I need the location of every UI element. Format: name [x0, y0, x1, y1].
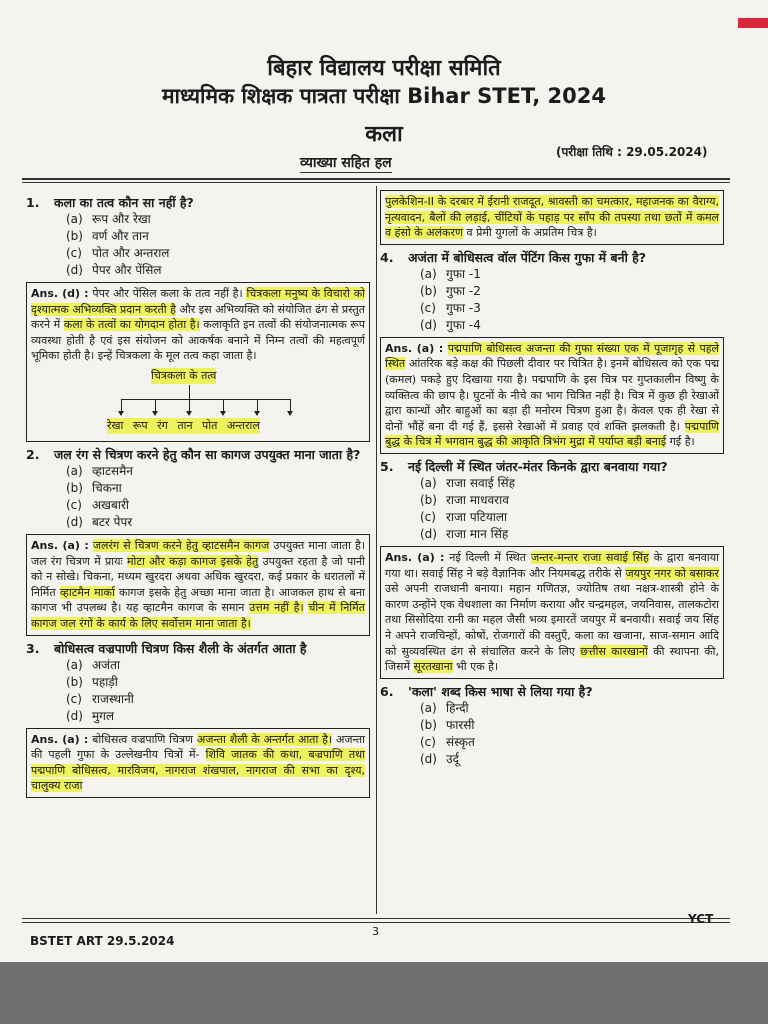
right-column	[380, 190, 724, 768]
question-text: अजंता में बोधिसत्व वॉल पेंटिंग किस गुफा में बनी है?	[408, 249, 647, 265]
option-text: राजा सवाई सिंह	[446, 475, 516, 490]
answer-text: नई दिल्ली में स्थित	[449, 550, 527, 564]
option-letter: (a)	[66, 212, 83, 226]
option-text: मुगल	[92, 708, 115, 723]
option-letter: (a)	[66, 657, 83, 672]
answer-highlight: मोटा और कड़ा कागज इसके हेतु	[126, 554, 259, 568]
option-letter: (b)	[420, 492, 437, 507]
option	[380, 700, 724, 717]
question-3	[26, 640, 370, 657]
elements-diagram	[31, 368, 365, 438]
question-number: 3.	[26, 640, 40, 656]
answer-box-3-continued	[380, 190, 724, 245]
answer-highlight: अजन्ता शैली के अन्तर्गत आता है।	[196, 732, 333, 746]
question-text: कला का तत्व कौन सा नहीं है?	[54, 195, 194, 210]
option	[26, 228, 370, 245]
option	[26, 708, 370, 725]
option	[380, 751, 724, 768]
page-number: 3	[372, 925, 379, 938]
option	[26, 514, 370, 531]
answer-box-4	[380, 337, 724, 454]
option-text: व्हाटसमैन	[92, 463, 133, 478]
option-letter: (d)	[420, 751, 437, 766]
q5-options	[380, 475, 724, 543]
option-letter: (a)	[420, 475, 437, 490]
option-letter: (c)	[66, 246, 82, 260]
answer-box-1	[26, 282, 370, 442]
answer-text: आंतरिक बड़े कक्ष की पिछली दीवार पर चित्रित है। इनमें बोधिसत्व को एक पद्म (कमल) पकड़े हुए दिखाया गया है। पद्मपाणि के इस चित्र पर गुप्तकालीन विष्णु के व्यक्तित्व की छाप है। घुटनों के नीचे का भाग चित्रित नहीं है। चित्र में कुछ ही रेखाओं द्वारा कान्धों और बाहुओं का बड़ा ही मनोरम चित्रण हुआ है। केवल एक ही रेखा से दोनों भौंहें बना दी गई हैं, इससे रेखाओं में प्रवाह एवं शक्ति झलकती है।	[385, 357, 720, 433]
option-letter: (b)	[66, 229, 83, 243]
option-text: राजस्थानी	[92, 691, 134, 706]
question-5	[380, 458, 724, 475]
question-number: 5.	[380, 458, 394, 474]
board-title: बिहार विद्यालय परीक्षा समिति	[267, 56, 501, 81]
answer-text: गई है।	[669, 435, 695, 449]
option-text: रूप और रेखा	[92, 212, 151, 226]
diagram-stem	[189, 385, 190, 399]
option-text: पहाड़ी	[92, 674, 118, 689]
answer-text: उसे अपनी राजधानी बनाया। महान गणितज्ञ, ज्योतिष तथा नक्षत्र-शास्त्री होने के कारण उन्होंने एक वेधशाला का निर्माण कराया और चन्द्रमहल, जयनिवास, तालकटोरा तथा सिसोदिया रानी का महल जैसी भव्य इमारतें जयपुर में बनवायी। सवाई जय सिंह ने अपने राजचिन्हों, कोषों, रोजगारों की वस्तुएँ, कला का खजाना, साज-समान आदि को सुव्यवस्थित ढंग से संचालित करने के लिए	[385, 582, 719, 658]
option-text: राजा मान सिंह	[446, 526, 509, 541]
question-number: 2.	[26, 446, 40, 462]
option	[380, 509, 724, 526]
option-letter: (a)	[420, 700, 437, 715]
option-text: गुफा -2	[446, 283, 481, 298]
answer-text: उपयुक्त माना जाता है। जल रंग चित्रण में प्रायः	[31, 538, 366, 568]
option-text: गुफा -1	[446, 266, 481, 281]
column-divider	[376, 186, 377, 914]
option	[26, 674, 370, 691]
diagram-arrow	[223, 400, 224, 414]
answer-box-5	[380, 546, 724, 679]
answer-highlight: चित्रकला मनुष्य के विचारो को दृश्यात्मक अभिव्यक्ति प्रदान करती है	[31, 287, 365, 316]
option-text: पोत और अन्तराल	[92, 246, 170, 260]
answer-text: भी एक है।	[456, 660, 499, 674]
option-text: वर्ण और तान	[92, 229, 149, 243]
question-1	[26, 194, 370, 211]
question-2	[26, 446, 370, 463]
answer-highlight: पद्मपाणि बुद्ध के चित्र में भगवान बुद्ध की आकृति त्रिभंग मुद्रा में पर्याप्त बड़ी बनाई	[385, 419, 719, 449]
option-text: गुफा -4	[446, 317, 481, 332]
option	[380, 475, 724, 492]
diagram-arrow	[155, 400, 156, 414]
answer-highlight: चीन में निर्मित कागज जल रंगों के कार्य के लिए सर्वोत्तम माना जाता है।	[31, 601, 366, 630]
answer-label: Ans. (a) :	[31, 538, 89, 552]
answer-text: खुरदरा अथवा अधिक खुरदरा, कई प्रकार के धरातलों में निर्मित	[31, 570, 366, 599]
exam-title: माध्यमिक शिक्षक पात्रता परीक्षा Bihar STET, 2024	[161, 84, 607, 108]
answer-text: कलाकृति इन तत्वों की संयोजनात्मक रूप व्यवस्था होती है एवं इस संयोजन को आकर्षक बनाने में निम्न तत्वों की महत्वपूर्ण भूमिका होती है। इन्हें चित्रकला के मूल तत्व कहा जाता है।	[31, 318, 366, 363]
option-letter: (d)	[66, 514, 83, 529]
option-letter: (b)	[420, 283, 437, 298]
option	[26, 657, 370, 674]
answer-highlight: जन्तर-मन्तर राजा सवाई सिंह	[530, 550, 649, 564]
option	[380, 300, 724, 317]
option-text: अजंता	[92, 657, 121, 672]
question-text: 'कला' शब्द किस भाषा से लिया गया है?	[408, 683, 593, 699]
diagram-labels: रेखा रूप रंग तान पोत अन्तराल	[107, 418, 260, 432]
option-letter: (c)	[420, 734, 436, 749]
answer-text: पेपर और पेंसिल कला के तत्व नहीं है।	[92, 287, 243, 300]
option	[26, 245, 370, 262]
subject-title: कला	[365, 122, 403, 147]
option-letter: (b)	[66, 480, 83, 495]
answer-highlight: सूरतखाना	[413, 660, 453, 674]
option-text: अखबारी	[92, 497, 129, 512]
diagram-arrow	[121, 400, 122, 414]
option	[26, 691, 370, 708]
option-letter: (a)	[66, 463, 83, 478]
answer-label: Ans. (a) :	[385, 341, 444, 355]
top-rule-thin	[22, 182, 730, 183]
option	[380, 492, 724, 509]
option	[26, 211, 370, 228]
option	[380, 734, 724, 751]
option	[380, 717, 724, 734]
option	[26, 480, 370, 497]
answer-text: के द्वारा बनवाया गया था। सवाई सिंह ने बड़े वैज्ञानिक और नियमबद्ध तरीके से	[385, 550, 719, 580]
answer-highlight: पुलकेशिन-II के दरबार में ईरानी राजदूत, श्रावस्ती का चमत्कार, महाजनक का वैराग्य, नृत्यवादन, बैलों की लड़ाई, चींटियों के पहाड़ पर साँप की तपस्या तथा छतों में कमल व हंसो के अलंकरण	[385, 195, 719, 240]
question-4	[380, 249, 724, 266]
q2-options	[26, 463, 370, 531]
question-text: जल रंग से चित्रण करने हेतु कौन सा कागज उपयुक्त माना जाता है?	[54, 446, 361, 462]
subtitle: व्याख्या सहित हल	[300, 155, 392, 171]
answer-label: Ans. (a) :	[385, 550, 445, 564]
answer-text: कागज इसके हेतु अच्छा माना जाता है। आजकल हाथ से बना कागज भी उपलब्ध है। यह व्हाटमैन कागज के समान	[31, 585, 365, 615]
answer-label: Ans. (a) :	[31, 732, 89, 746]
option-letter: (d)	[420, 317, 437, 332]
answer-highlight: पद्मपाणि बोधिसत्व अजन्ता की गुफा संख्या एक में पूजागृह से पहले स्थित	[385, 341, 720, 371]
answer-text: उपयुक्त रहता है जो पानी को न सोखे। चिकना, मध्यम	[31, 554, 365, 584]
option	[26, 497, 370, 514]
option-text: बटर पेपर	[92, 514, 133, 529]
left-column	[26, 190, 370, 802]
answer-highlight: जलरंग से चित्रण करने हेतु व्हाटसमैन कागज	[92, 538, 270, 552]
footer-code: BSTET ART 29.5.2024	[30, 934, 175, 948]
option-letter: (a)	[420, 266, 437, 281]
option-text: संस्कृत	[446, 734, 475, 749]
option-text: फारसी	[446, 717, 475, 732]
option-text: गुफा -3	[446, 300, 481, 315]
question-number: 4.	[380, 249, 394, 265]
answer-text: की स्थापना की, जिसमें	[385, 644, 720, 674]
option-letter: (d)	[66, 708, 83, 723]
option-text: चिकना	[92, 480, 122, 495]
option-letter: (d)	[66, 263, 83, 277]
option-text: उर्दू	[446, 751, 459, 766]
answer-box-2	[26, 534, 370, 636]
background-surface	[0, 962, 768, 1024]
option-letter: (b)	[420, 717, 437, 732]
bottom-rule-thin	[22, 922, 730, 923]
option	[380, 317, 724, 334]
answer-highlight: शिवि जातक की कथा, बज्रपाणि तथा पद्मपाणि बोधिसत्व, मारविजय, नागराज शंखपाल, नागराज की सभा का दृश्य, चालुक्य राजा	[31, 748, 366, 793]
bottom-rule	[22, 918, 730, 919]
answer-highlight: जयपुर नगर को बसाकर	[625, 566, 719, 580]
option	[26, 262, 370, 279]
red-tab-mark	[738, 18, 768, 28]
question-text: नई दिल्ली में स्थित जंतर-मंतर किनके द्वारा बनवाया गया?	[408, 458, 668, 474]
q6-options	[380, 700, 724, 768]
exam-date: (परीक्षा तिथि : 29.05.2024)	[556, 145, 708, 159]
option-letter: (c)	[420, 300, 436, 315]
option-letter: (c)	[66, 497, 82, 512]
question-number: 6.	[380, 683, 394, 699]
diagram-arrow	[257, 400, 258, 414]
answer-label: Ans. (d) :	[31, 287, 89, 300]
option-text: पेपर और पेंसिल	[92, 263, 162, 277]
option-letter: (c)	[66, 691, 82, 706]
answer-highlight: व्हाटमैन मार्का	[59, 585, 115, 599]
q3-options	[26, 657, 370, 725]
q4-options	[380, 266, 724, 334]
option	[380, 266, 724, 283]
answer-text: बोधिसत्व वज्रपाणि चित्रण	[92, 732, 194, 746]
diagram-arrow	[290, 400, 291, 414]
question-text: बोधिसत्व वज्रपाणी चित्रण किस शैली के अंतर्गत आता है	[54, 640, 307, 656]
option-text: राजा माधवराव	[446, 492, 509, 507]
question-6	[380, 683, 724, 700]
option-letter: (b)	[66, 674, 83, 689]
diagram-title: चित्रकला के तत्व	[151, 368, 217, 382]
option-text: राजा पटियाला	[446, 509, 508, 524]
answer-box-3	[26, 728, 370, 798]
answer-highlight: छत्तीस कारखानों	[580, 644, 648, 658]
question-number: 1.	[26, 195, 40, 210]
top-rule	[22, 178, 730, 180]
answer-highlight: उत्तम नहीं है।	[249, 601, 304, 615]
diagram-bar	[121, 399, 291, 400]
diagram-arrow	[189, 400, 190, 414]
option-text: हिन्दी	[446, 700, 469, 715]
option	[380, 283, 724, 300]
answer-highlight: कला के तत्वों का योगदान होता है।	[63, 318, 200, 332]
option-letter: (c)	[420, 509, 436, 524]
answer-text: व प्रेमी युगलों के अप्रतिम चित्र है।	[466, 226, 597, 240]
option-letter: (d)	[420, 526, 437, 541]
publisher-mark: YCT	[688, 912, 714, 926]
q1-options	[26, 211, 370, 279]
answer-text: और इस अभिव्यक्ति को संयोजित ढंग से प्रस्तुत करने में	[31, 302, 365, 332]
answer-text: अजन्ता की पहली गुफा के उल्लेखनीय चित्रों में-	[31, 732, 366, 762]
option	[380, 526, 724, 543]
option	[26, 463, 370, 480]
